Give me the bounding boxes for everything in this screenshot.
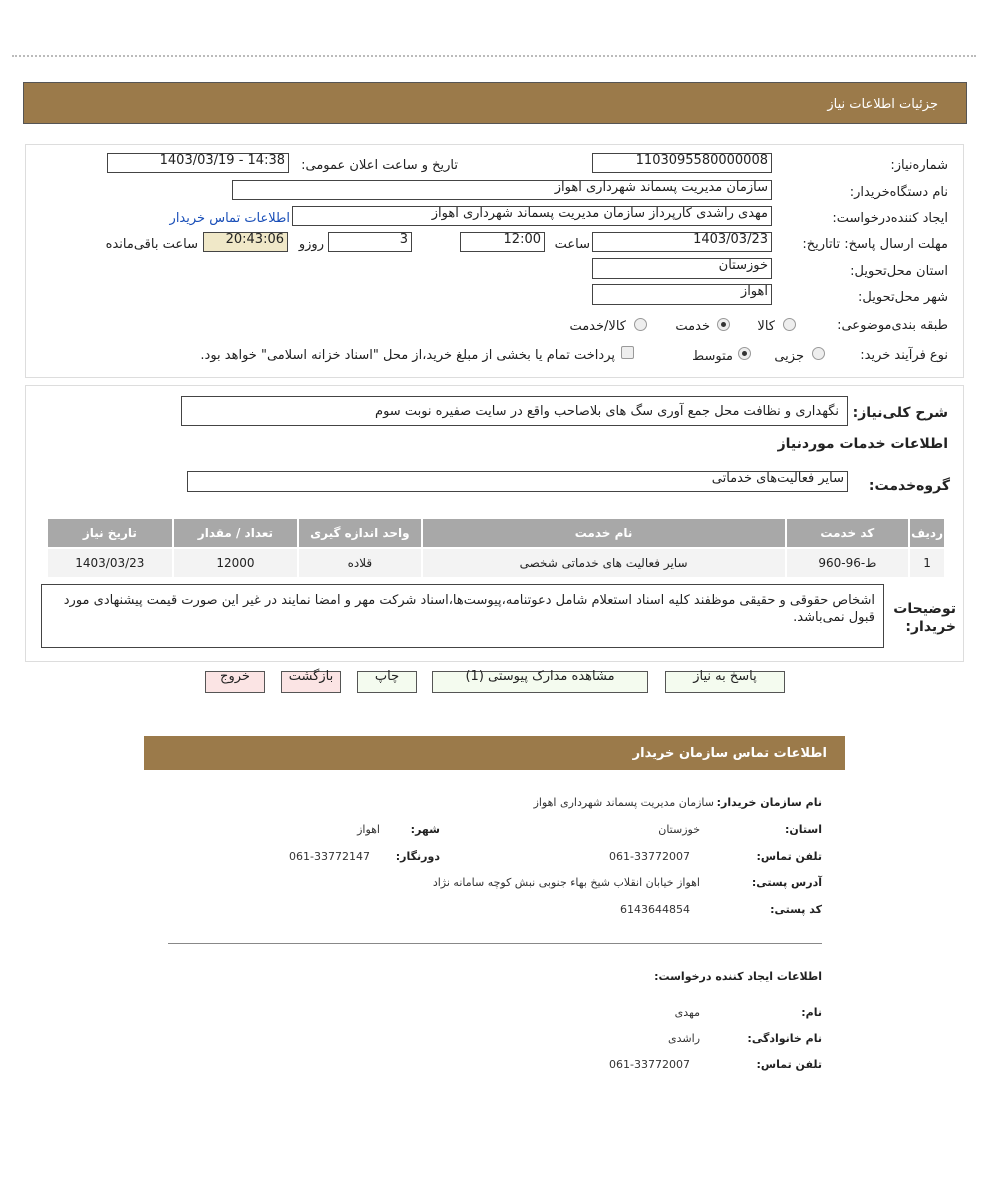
payment-note: پرداخت تمام یا بخشی از مبلغ خرید،از محل "اسناد خزانه اسلامی" خواهد بود. <box>200 348 615 363</box>
province-field[interactable]: خوزستان <box>592 258 772 279</box>
details-header <box>23 82 967 124</box>
creator-phone: 061-33772007 <box>609 1058 690 1071</box>
cell-need-date: 1403/03/23 <box>48 549 172 577</box>
remaining-time-field: 20:43:06 <box>203 232 288 252</box>
creator-family-label: نام خانوادگی: <box>747 1032 822 1045</box>
process-medium-radio[interactable] <box>738 347 751 360</box>
creator-family: راشدی <box>668 1032 700 1045</box>
top-divider <box>12 55 976 57</box>
treasury-checkbox[interactable] <box>621 346 634 359</box>
contact-org-label: نام سازمان خریدار: <box>716 796 822 809</box>
exit-button[interactable]: خروج <box>205 671 265 693</box>
province-label: استان محل‌تحویل: <box>850 264 948 279</box>
deadline-label: مهلت ارسال پاسخ: تاتاریخ: <box>802 237 948 252</box>
col-unit: واحد اندازه گیری <box>299 519 420 547</box>
back-button[interactable]: بازگشت <box>281 671 341 693</box>
summary-field[interactable]: نگهداری و نظافت محل جمع آوری سگ های بلاصاحب واقع در سایت صفیره نوبت سوم <box>181 396 848 426</box>
table-header-row <box>48 519 944 547</box>
creator-label: ایجاد کننده‌درخواست: <box>832 211 948 226</box>
category-service-radio[interactable] <box>717 318 730 331</box>
days-label: روزو <box>298 237 324 252</box>
contact-address-label: آدرس پستی: <box>751 876 822 889</box>
contact-phone-label: تلفن تماس: <box>756 850 822 863</box>
process-small-label: جزیی <box>774 349 804 364</box>
need-number-field[interactable]: 1103095580000008 <box>592 153 772 173</box>
cell-quantity: 12000 <box>174 549 297 577</box>
creator-name: مهدی <box>674 1006 700 1019</box>
contact-header <box>144 736 845 770</box>
contact-fax: 061-33772147 <box>289 850 370 863</box>
category-goods-label: کالا <box>757 319 775 334</box>
creator-phone-label: تلفن تماس: <box>756 1058 822 1071</box>
contact-province: خوزستان <box>658 823 700 836</box>
contact-divider <box>168 943 822 944</box>
contact-fax-label: دورنگار: <box>395 850 440 863</box>
cell-unit: قلاده <box>299 549 420 577</box>
contact-city-label: شهر: <box>410 823 440 836</box>
services-title: اطلاعات خدمات مورد‌نیاز <box>777 436 948 452</box>
city-field[interactable]: اهواز <box>592 284 772 305</box>
print-button[interactable]: چاپ <box>357 671 417 693</box>
buyer-org-label: نام دستگاه‌خریدار: <box>849 185 948 200</box>
need-number-label: شماره‌نیاز: <box>890 158 948 173</box>
category-goods-radio[interactable] <box>783 318 796 331</box>
creator-name-label: نام: <box>801 1006 822 1019</box>
announce-field[interactable]: 1403/03/19 - 14:38 <box>107 153 289 173</box>
service-group-label: گروه‌خدمت: <box>868 478 950 494</box>
creator-field[interactable]: مهدی راشدی کارپرداز سازمان مدیریت پسماند شهرداری اهواز <box>292 206 772 226</box>
col-service-name: نام خدمت <box>423 519 785 547</box>
deadline-date-field[interactable]: 1403/03/23 <box>592 232 772 252</box>
buyer-org-field[interactable]: سازمان مدیریت پسماند شهرداری اهواز <box>232 180 772 200</box>
table-row[interactable] <box>48 549 944 577</box>
contact-phone: 061-33772007 <box>609 850 690 863</box>
category-label: طبقه بندی‌موضوعی: <box>837 318 948 333</box>
contact-province-label: استان: <box>785 823 822 836</box>
city-label: شهر محل‌تحویل: <box>858 290 948 305</box>
announce-label: تاریخ و ساعت اعلان عمومی: <box>301 158 458 173</box>
contact-org: سازمان مدیریت پسماند شهرداری اهواز <box>533 796 714 809</box>
services-table <box>46 517 946 579</box>
process-small-radio[interactable] <box>812 347 825 360</box>
category-both-radio[interactable] <box>634 318 647 331</box>
buyer-contact-link[interactable]: اطلاعات تماس خریدار <box>169 211 290 226</box>
contact-postal: 6143644854 <box>620 903 690 916</box>
contact-city: اهواز <box>357 823 380 836</box>
col-row: ردیف <box>910 519 944 547</box>
days-field[interactable]: 3 <box>328 232 412 252</box>
contact-address: اهواز خیابان انقلاب شیخ بهاء جنوبی نبش کوچه سامانه نژاد <box>432 876 700 889</box>
cell-service-code: ط-96-960 <box>787 549 909 577</box>
deadline-time-label: ساعت <box>554 237 590 252</box>
category-service-label: خدمت <box>675 319 710 334</box>
remaining-label: ساعت باقی‌مانده <box>105 237 198 252</box>
reply-button[interactable]: پاسخ به نیاز <box>665 671 785 693</box>
process-label: نوع فرآیند خرید: <box>860 348 948 363</box>
contact-postal-label: کد پستی: <box>770 903 822 916</box>
service-group-field[interactable]: سایر فعالیت‌های خدماتی <box>187 471 848 492</box>
contact-title: اطلاعات تماس سازمان خریدار <box>632 746 827 761</box>
process-medium-label: متوسط <box>692 349 733 364</box>
buyer-notes-field[interactable]: اشخاص حقوقی و حقیقی موظفند کلیه اسناد استعلام شامل دعوتنامه،پیوست‌ها،اسناد شرکت مهر و امضا نمایند در غیر این صورت قیمت پیشنهادی مورد قبول نمی‌باشد. <box>41 584 884 648</box>
deadline-time-field[interactable]: 12:00 <box>460 232 545 252</box>
col-quantity: تعداد / مقدار <box>174 519 297 547</box>
col-service-code: کد خدمت <box>787 519 909 547</box>
category-both-label: کالا/خدمت <box>569 319 626 334</box>
col-need-date: تاریخ نیاز <box>48 519 172 547</box>
buyer-notes-label: توضیحات خریدار: <box>893 601 956 635</box>
page-title: جزئیات اطلاعات نیاز <box>827 97 938 112</box>
cell-row: 1 <box>910 549 944 577</box>
view-documents-button[interactable]: مشاهده مدارک پیوستی (1) <box>432 671 648 693</box>
creator-info-title: اطلاعات ایجاد کننده درخواست: <box>654 970 822 983</box>
cell-service-name: سایر فعالیت های خدماتی شخصی <box>423 549 785 577</box>
summary-label: شرح کلی‌نیاز: <box>852 405 948 421</box>
